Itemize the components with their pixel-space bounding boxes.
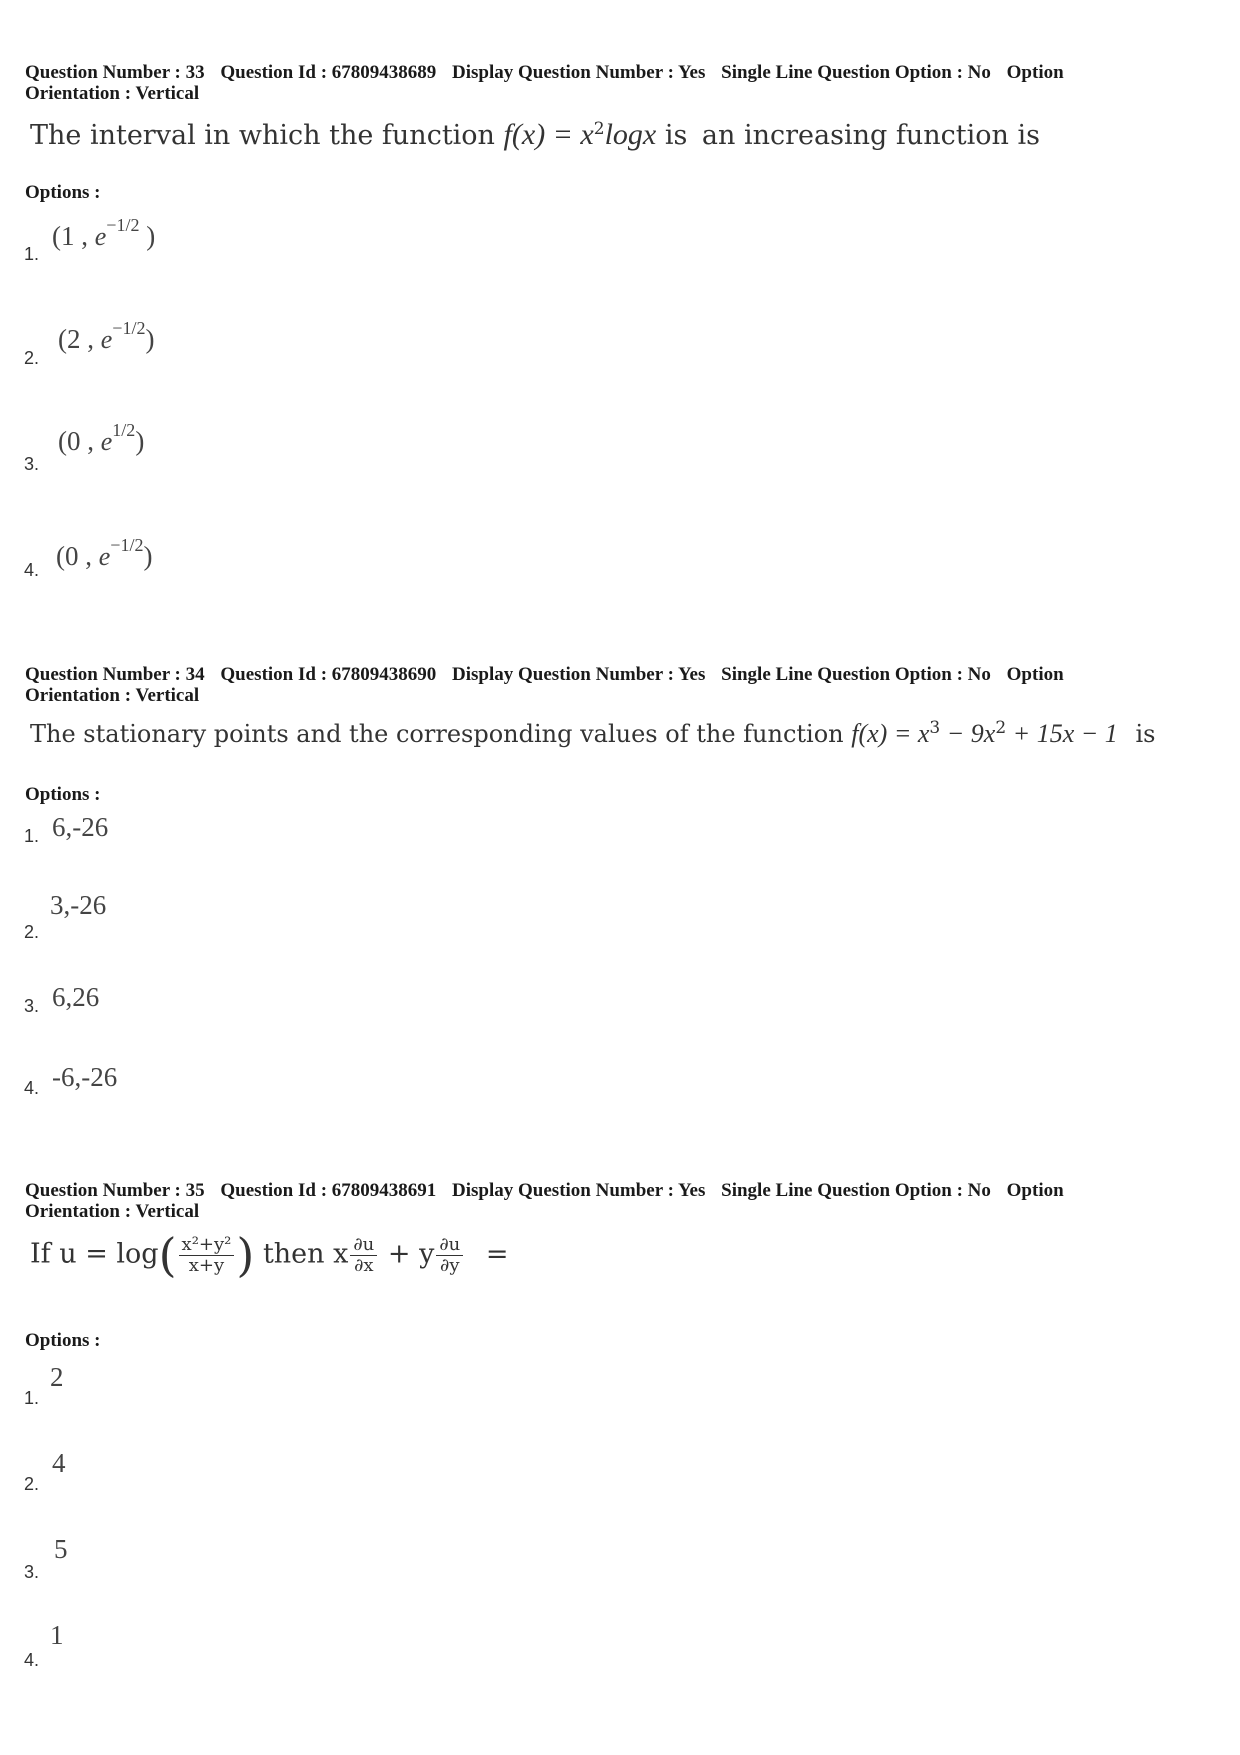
orientation-value: Orientation : Vertical bbox=[25, 1201, 200, 1222]
option-1-value[interactable] bbox=[52, 215, 155, 252]
option-base: e bbox=[94, 222, 107, 251]
formula-if-u: If u = log bbox=[30, 1238, 159, 1270]
display-question-number: Display Question Number : Yes bbox=[452, 664, 706, 685]
option-base: e bbox=[100, 427, 113, 456]
option-text: (1 , bbox=[52, 221, 88, 251]
orientation-value: Orientation : Vertical bbox=[25, 83, 200, 104]
option-number: 4. bbox=[24, 1078, 40, 1098]
formula-equals: = bbox=[485, 1238, 509, 1270]
option-orientation-label: Option bbox=[1006, 664, 1064, 685]
display-question-number: Display Question Number : Yes bbox=[452, 1180, 706, 1201]
option-text: (0 , bbox=[58, 426, 94, 456]
option-1-value[interactable]: 2 bbox=[50, 1362, 64, 1392]
options-label: Options : bbox=[25, 182, 101, 203]
option-4-value[interactable]: -6,-26 bbox=[52, 1062, 118, 1092]
option-4-value[interactable]: 1 bbox=[50, 1620, 64, 1650]
partial-numerator: ∂u bbox=[350, 1235, 377, 1256]
option-exponent: −1/2 bbox=[106, 215, 140, 235]
option-1-value[interactable]: 6,-26 bbox=[52, 812, 109, 842]
question-number: Question Number : 35 bbox=[25, 1180, 205, 1201]
option-2-value[interactable]: 3,-26 bbox=[50, 890, 107, 920]
option-number: 1. bbox=[24, 244, 40, 264]
partial-numerator: ∂u bbox=[436, 1235, 463, 1256]
formula-exponent: 3 bbox=[929, 718, 941, 738]
question-text-prefix: The stationary points and the corresponding values of the function bbox=[30, 720, 844, 748]
question-id: Question Id : 67809438691 bbox=[220, 1180, 437, 1201]
question-35-text: If u = log( $\frac{\text{x²+y²}}{x+y}$ ) then x $\frac{\partial u}{\partial x}$ + y $\frac{\partial u}{\partial y}$ = bbox=[30, 1228, 509, 1282]
question-33-header bbox=[25, 62, 1205, 104]
option-text: (2 , bbox=[58, 324, 94, 354]
formula-then-x: then x bbox=[262, 1238, 349, 1270]
formula-fx: f(x) = x bbox=[851, 719, 930, 748]
question-text-suffix: is bbox=[1135, 720, 1156, 748]
partial-denominator: ∂x bbox=[354, 1254, 374, 1276]
option-3-value[interactable] bbox=[58, 420, 144, 457]
question-33-text bbox=[30, 118, 1040, 152]
option-exponent: −1/2 bbox=[110, 535, 144, 555]
question-number: Question Number : 33 bbox=[25, 62, 205, 83]
option-4-value[interactable] bbox=[56, 535, 152, 572]
formula-exponent: 2 bbox=[593, 119, 605, 139]
question-text-is: is bbox=[664, 120, 688, 151]
options-label: Options : bbox=[25, 784, 101, 805]
option-orientation-label: Option bbox=[1006, 1180, 1064, 1201]
option-orientation-label: Option bbox=[1006, 62, 1064, 83]
single-line-question-option: Single Line Question Option : No bbox=[721, 664, 991, 685]
partial-u-y bbox=[436, 1235, 463, 1276]
question-number: Question Number : 34 bbox=[25, 664, 205, 685]
question-text-prefix: The interval in which the function bbox=[30, 120, 495, 151]
option-3-value[interactable]: 5 bbox=[54, 1534, 68, 1564]
display-question-number: Display Question Number : Yes bbox=[452, 62, 706, 83]
formula-logx: logx bbox=[604, 118, 657, 151]
partial-denominator: ∂y bbox=[440, 1254, 460, 1276]
option-number: 1. bbox=[24, 1388, 40, 1408]
fraction-numerator: x²+y² bbox=[179, 1235, 235, 1256]
question-34-header bbox=[25, 664, 1205, 706]
option-number: 4. bbox=[24, 1650, 40, 1670]
option-exponent: −1/2 bbox=[112, 318, 146, 338]
options-label: Options : bbox=[25, 1330, 101, 1351]
orientation-value: Orientation : Vertical bbox=[25, 685, 200, 706]
option-number: 3. bbox=[24, 454, 40, 474]
option-2-value[interactable] bbox=[58, 318, 154, 355]
option-number: 1. bbox=[24, 826, 40, 846]
option-base: e bbox=[100, 325, 113, 354]
option-number: 2. bbox=[24, 1474, 40, 1494]
option-number: 2. bbox=[24, 922, 40, 942]
option-number: 4. bbox=[24, 560, 40, 580]
question-text-suffix: an increasing function is bbox=[701, 120, 1040, 151]
option-close: ) bbox=[146, 221, 156, 251]
question-id: Question Id : 67809438690 bbox=[220, 664, 437, 685]
formula-exponent: 2 bbox=[995, 718, 1007, 738]
option-text: (0 , bbox=[56, 541, 92, 571]
formula-plus-y: + y bbox=[387, 1238, 435, 1270]
option-exponent: 1/2 bbox=[112, 420, 136, 440]
formula-end: + 15x − 1 bbox=[1006, 719, 1118, 748]
formula-fx: f(x) = x bbox=[503, 118, 594, 151]
question-34-text bbox=[30, 718, 1155, 749]
single-line-question-option: Single Line Question Option : No bbox=[721, 1180, 991, 1201]
option-number: 3. bbox=[24, 996, 40, 1016]
formula-middle: − 9x bbox=[940, 719, 996, 748]
option-3-value[interactable]: 6,26 bbox=[52, 982, 100, 1012]
option-close: ) bbox=[143, 541, 153, 571]
option-number: 3. bbox=[24, 1562, 40, 1582]
fraction-denominator: x+y bbox=[188, 1254, 225, 1276]
fraction-log-argument bbox=[179, 1235, 235, 1276]
question-35-header bbox=[25, 1180, 1205, 1222]
option-base: e bbox=[98, 542, 111, 571]
single-line-question-option: Single Line Question Option : No bbox=[721, 62, 991, 83]
option-number: 2. bbox=[24, 348, 40, 368]
question-id: Question Id : 67809438689 bbox=[220, 62, 437, 83]
option-2-value[interactable]: 4 bbox=[52, 1448, 66, 1478]
option-close: ) bbox=[145, 324, 155, 354]
option-close: ) bbox=[135, 426, 145, 456]
partial-u-x bbox=[350, 1235, 377, 1276]
